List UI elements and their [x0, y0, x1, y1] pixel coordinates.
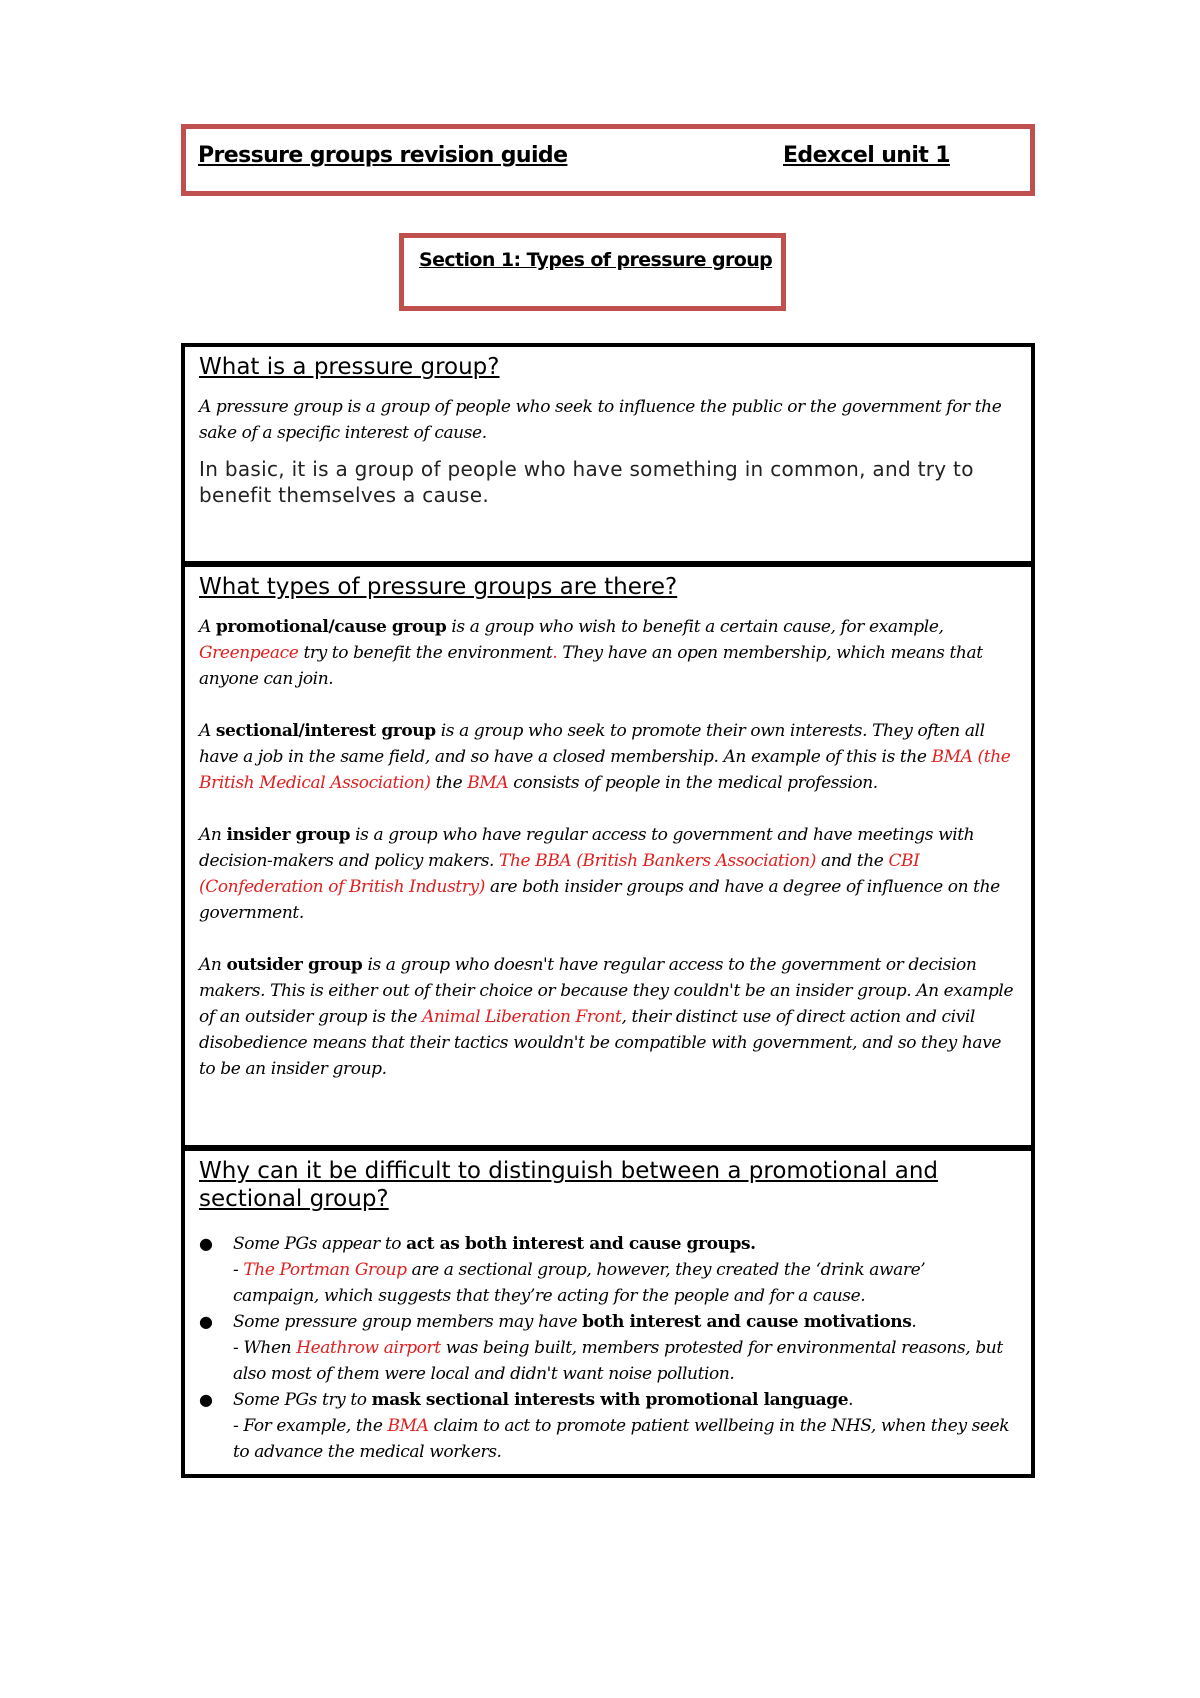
term-sectional: sectional/interest group — [215, 721, 436, 741]
panel-heading: Why can it be difficult to distinguish between a promotional and sectional group? — [199, 1158, 939, 1212]
list-item: ● Some PGs appear to act as both interest and cause groups. - The Portman Group are a sectional group, however, they created the ‘drink aware’ campaign, which suggests that they’re acting for the people and for a cause. — [233, 1231, 1015, 1309]
difficulty-list — [199, 1231, 1015, 1465]
sectional-paragraph: A sectional/interest group is a group who seek to promote their own interests. They often all have a job in the same field, and so have a closed membership. An example of this is the BMA (the British Medical Association) the BMA consists of people in the medical profession. — [199, 721, 1011, 793]
panel-distinguish — [181, 1147, 1035, 1478]
definition-text: A pressure group is a group of people who seek to influence the public or the government for the sake of a specific interest of cause. — [199, 397, 1002, 443]
example-bma-nhs: BMA — [387, 1416, 429, 1436]
example-heathrow: Heathrow airport — [296, 1338, 441, 1358]
list-item: ● Some pressure group members may have both interest and cause motivations. - When Heathrow airport was being built, members protested for environmental reasons, but also most of them were local and didn't want noise pollution. — [233, 1309, 1015, 1387]
term-outsider: outsider group — [226, 955, 363, 975]
example-portman: The Portman Group — [243, 1260, 407, 1280]
panel-types — [181, 563, 1035, 1149]
bullet-icon: ● — [199, 1234, 213, 1253]
document-title: Pressure groups revision guide — [198, 143, 568, 168]
bullet-icon: ● — [199, 1390, 213, 1409]
example-alf: Animal Liberation Front — [422, 1007, 622, 1027]
document-title-box — [181, 124, 1035, 196]
example-bba: The BBA (British Bankers Association) — [499, 851, 817, 871]
term-insider: insider group — [226, 825, 351, 845]
panel-heading: What types of pressure groups are there? — [199, 574, 678, 600]
term-promotional: promotional/cause group — [215, 617, 447, 637]
example-bma-short: BMA — [467, 773, 509, 793]
bullet-icon: ● — [199, 1312, 213, 1331]
insider-paragraph: An insider group is a group who have regular access to government and have meetings with decision-makers and policy makers. The BBA (British Bankers Association) and the CBI (Confederation of British Industry) are both insider groups and have a degree of influence on the government. — [199, 825, 1000, 923]
promotional-paragraph: A promotional/cause group is a group who wish to benefit a certain cause, for example, Greenpeace try to benefit the environment. They have an open membership, which means that anyone can join. — [199, 617, 983, 689]
basic-text: In basic, it is a group of people who have something in common, and try to benefit themselves a cause. — [199, 457, 974, 507]
section-title-box — [399, 233, 786, 311]
example-greenpeace: Greenpeace — [199, 643, 299, 663]
section-title: Section 1: Types of pressure group — [419, 249, 773, 271]
example-bma: BMA (the British Medical Association) — [199, 747, 1011, 793]
example-cbi: CBI (Confederation of British Industry) — [199, 851, 920, 897]
panel-heading: What is a pressure group? — [199, 354, 500, 380]
panel-what-is — [181, 343, 1035, 565]
list-item: ● Some PGs try to mask sectional interests with promotional language. - For example, the BMA claim to act to promote patient wellbeing in the NHS, when they seek to advance the medical workers. — [233, 1387, 1015, 1465]
document-unit: Edexcel unit 1 — [783, 143, 950, 168]
outsider-paragraph: An outsider group is a group who doesn't have regular access to the government or decision makers. This is either out of their choice or because they couldn't be an insider group. An example of an outsider group is the Animal Liberation Front, their distinct use of direct action and civil disobedience means that their tactics wouldn't be compatible with government, and so they have to be an insider group. — [199, 955, 1014, 1079]
